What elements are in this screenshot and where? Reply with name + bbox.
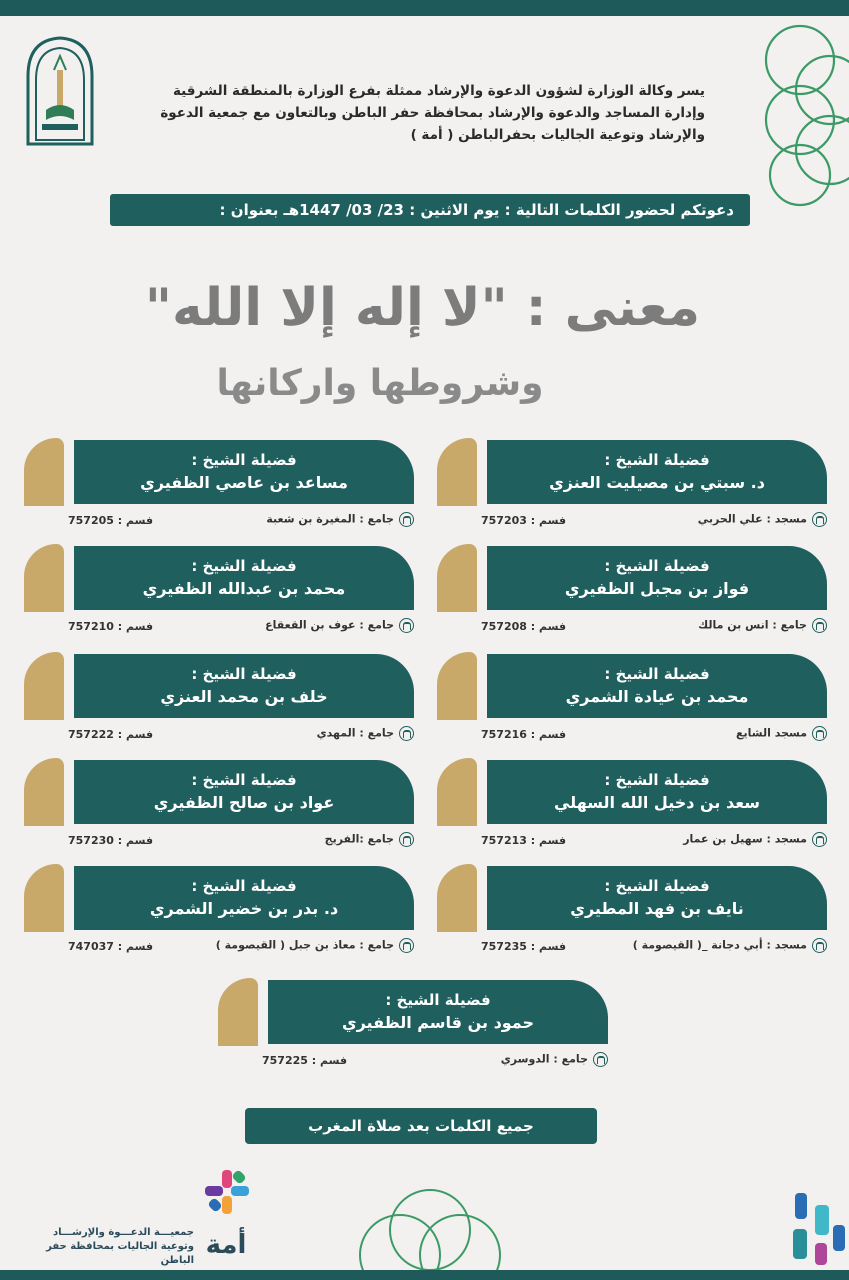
mosque-label: جامع : المهدي bbox=[317, 726, 414, 741]
fsm-code: فسم : 757208 bbox=[481, 620, 567, 633]
mosque-icon bbox=[399, 832, 414, 847]
sheikh-name: عواد بن صالح الظفيري bbox=[153, 793, 335, 812]
card-meta bbox=[481, 936, 827, 958]
fsm-code: فسم : 757205 bbox=[68, 514, 154, 527]
card-meta bbox=[68, 616, 414, 638]
mosque-label: مسجد : علي الحربي bbox=[698, 512, 827, 527]
lecture-subtitle: وشروطها واركانها bbox=[216, 363, 544, 404]
lecture-card bbox=[437, 544, 827, 644]
fsm-code: فسم : 757222 bbox=[68, 728, 154, 741]
card-banner bbox=[74, 546, 414, 610]
card-meta bbox=[481, 616, 827, 638]
card-meta bbox=[68, 830, 414, 852]
lecture-card bbox=[24, 758, 414, 858]
association-line: وتوعية الجاليات بمحافظة حفر الباطن bbox=[46, 1241, 194, 1266]
card-meta bbox=[68, 724, 414, 746]
ministry-emblem-icon bbox=[24, 36, 96, 146]
ornament-bottom-center bbox=[330, 1160, 530, 1270]
sheikh-role: فضيلة الشيخ : bbox=[604, 771, 710, 789]
mosque-icon bbox=[812, 832, 827, 847]
sheikh-name: د. بدر بن خضير الشمري bbox=[149, 899, 339, 918]
mosque-label: جامع : المغيرة بن شعبة bbox=[266, 512, 414, 527]
mosque-icon bbox=[399, 726, 414, 741]
card-banner bbox=[487, 546, 827, 610]
card-banner bbox=[74, 654, 414, 718]
mosque-label: جامع : الدوسري bbox=[501, 1052, 608, 1067]
card-banner bbox=[487, 760, 827, 824]
sheikh-role: فضيلة الشيخ : bbox=[191, 665, 297, 683]
intro-line: والإرشاد وتوعية الجاليات بحفرالباطن ( أمة ) bbox=[410, 127, 705, 143]
sheikh-name: حمود بن قاسم الظفيري bbox=[341, 1013, 535, 1032]
card-gold-tab bbox=[437, 652, 477, 720]
mosque-label: جامع : انس بن مالك bbox=[698, 618, 827, 633]
mosque-icon bbox=[812, 618, 827, 633]
sheikh-name: سعد بن دخيل الله السهلي bbox=[553, 793, 761, 812]
association-line: جمعيـــة الدعـــوة والإرشـــاد bbox=[53, 1227, 194, 1238]
sheikh-role: فضيلة الشيخ : bbox=[604, 877, 710, 895]
card-meta bbox=[68, 510, 414, 532]
card-gold-tab bbox=[437, 544, 477, 612]
fsm-code: فسم : 747037 bbox=[68, 940, 154, 953]
footer-note: جميع الكلمات بعد صلاة المغرب bbox=[245, 1108, 597, 1144]
card-meta bbox=[68, 936, 414, 958]
mosque-icon bbox=[812, 938, 827, 953]
card-gold-tab bbox=[437, 438, 477, 506]
sheikh-role: فضيلة الشيخ : bbox=[604, 557, 710, 575]
lecture-card bbox=[24, 864, 414, 964]
card-meta bbox=[262, 1050, 608, 1072]
card-banner bbox=[268, 980, 608, 1044]
sheikh-role: فضيلة الشيخ : bbox=[191, 877, 297, 895]
fsm-code: فسم : 757235 bbox=[481, 940, 567, 953]
fsm-code: فسم : 757213 bbox=[481, 834, 567, 847]
lecture-title: معنى : "لا إله إلا الله" bbox=[144, 278, 701, 338]
card-gold-tab bbox=[437, 864, 477, 932]
card-gold-tab bbox=[24, 652, 64, 720]
sheikh-name: فواز بن مجبل الظفيري bbox=[564, 579, 750, 598]
mosque-label: جامع : عوف بن القعقاع bbox=[265, 618, 414, 633]
intro-text bbox=[150, 80, 705, 146]
lecture-card bbox=[24, 544, 414, 644]
lecture-card bbox=[24, 438, 414, 538]
mosque-icon bbox=[593, 1052, 608, 1067]
card-gold-tab bbox=[24, 864, 64, 932]
mosque-icon bbox=[399, 512, 414, 527]
sheikh-role: فضيلة الشيخ : bbox=[604, 665, 710, 683]
invite-banner: دعوتكم لحضور الكلمات التالية : يوم الاثنين : 23/ 03/ 1447هـ بعنوان : bbox=[110, 194, 750, 226]
bottom-bar bbox=[0, 1270, 849, 1280]
fsm-code: فسم : 757230 bbox=[68, 834, 154, 847]
sheikh-role: فضيلة الشيخ : bbox=[385, 991, 491, 1009]
mosque-icon bbox=[399, 938, 414, 953]
mosque-icon bbox=[812, 726, 827, 741]
card-meta bbox=[481, 510, 827, 532]
card-gold-tab bbox=[437, 758, 477, 826]
mosque-label: مسجد : سهيل بن عمار bbox=[683, 832, 827, 847]
card-meta bbox=[481, 724, 827, 746]
fsm-code: فسم : 757216 bbox=[481, 728, 567, 741]
card-banner bbox=[74, 440, 414, 504]
mosque-label: جامع :الفريج bbox=[325, 832, 414, 847]
sheikh-name: محمد بن عبدالله الظفيري bbox=[142, 579, 346, 598]
sheikh-name: مساعد بن عاصي الظفيري bbox=[140, 473, 348, 492]
mosque-label: مسجد الشايع bbox=[736, 726, 827, 741]
card-meta bbox=[481, 830, 827, 852]
lecture-card bbox=[218, 978, 608, 1078]
ornament-top-right bbox=[730, 20, 849, 210]
association-logo-word: أمة bbox=[205, 1230, 247, 1260]
lecture-card bbox=[437, 438, 827, 538]
intro-line: يسر وكالة الوزارة لشؤون الدعوة والإرشاد ممثلة بفرع الوزارة بالمنطقة الشرقية bbox=[172, 83, 705, 99]
lecture-card bbox=[437, 652, 827, 752]
fsm-code: فسم : 757210 bbox=[68, 620, 154, 633]
card-gold-tab bbox=[218, 978, 258, 1046]
sheikh-name: محمد بن عيادة الشمري bbox=[565, 687, 749, 706]
card-banner bbox=[487, 866, 827, 930]
fsm-code: فسم : 757225 bbox=[262, 1054, 348, 1067]
fsm-code: فسم : 757203 bbox=[481, 514, 567, 527]
card-gold-tab bbox=[24, 544, 64, 612]
lecture-card bbox=[437, 758, 827, 858]
card-gold-tab bbox=[24, 438, 64, 506]
card-banner bbox=[487, 654, 827, 718]
sheikh-role: فضيلة الشيخ : bbox=[191, 557, 297, 575]
association-name bbox=[14, 1226, 194, 1268]
lecture-card bbox=[24, 652, 414, 752]
sheikh-role: فضيلة الشيخ : bbox=[191, 451, 297, 469]
card-banner bbox=[74, 866, 414, 930]
intro-line: وإدارة المساجد والدعوة والإرشاد بمحافظة حفر الباطن وبالتعاون مع جمعية الدعوة bbox=[160, 105, 705, 121]
card-banner bbox=[487, 440, 827, 504]
ornament-bottom-right bbox=[785, 1185, 849, 1270]
sheikh-name: خلف بن محمد العنزي bbox=[160, 687, 328, 706]
card-banner bbox=[74, 760, 414, 824]
mosque-label: مسجد : أبي دجانة _( القيصومة ) bbox=[633, 938, 827, 953]
sheikh-role: فضيلة الشيخ : bbox=[191, 771, 297, 789]
sheikh-name: نايف بن فهد المطيري bbox=[570, 899, 744, 918]
lecture-card bbox=[437, 864, 827, 964]
sheikh-role: فضيلة الشيخ : bbox=[604, 451, 710, 469]
mosque-icon bbox=[399, 618, 414, 633]
mosque-icon bbox=[812, 512, 827, 527]
card-gold-tab bbox=[24, 758, 64, 826]
mosque-label: جامع : معاذ بن جبل ( القيصومة ) bbox=[216, 938, 414, 953]
top-bar bbox=[0, 0, 849, 16]
sheikh-name: د. سبتي بن مصيليت العنزي bbox=[549, 473, 765, 492]
